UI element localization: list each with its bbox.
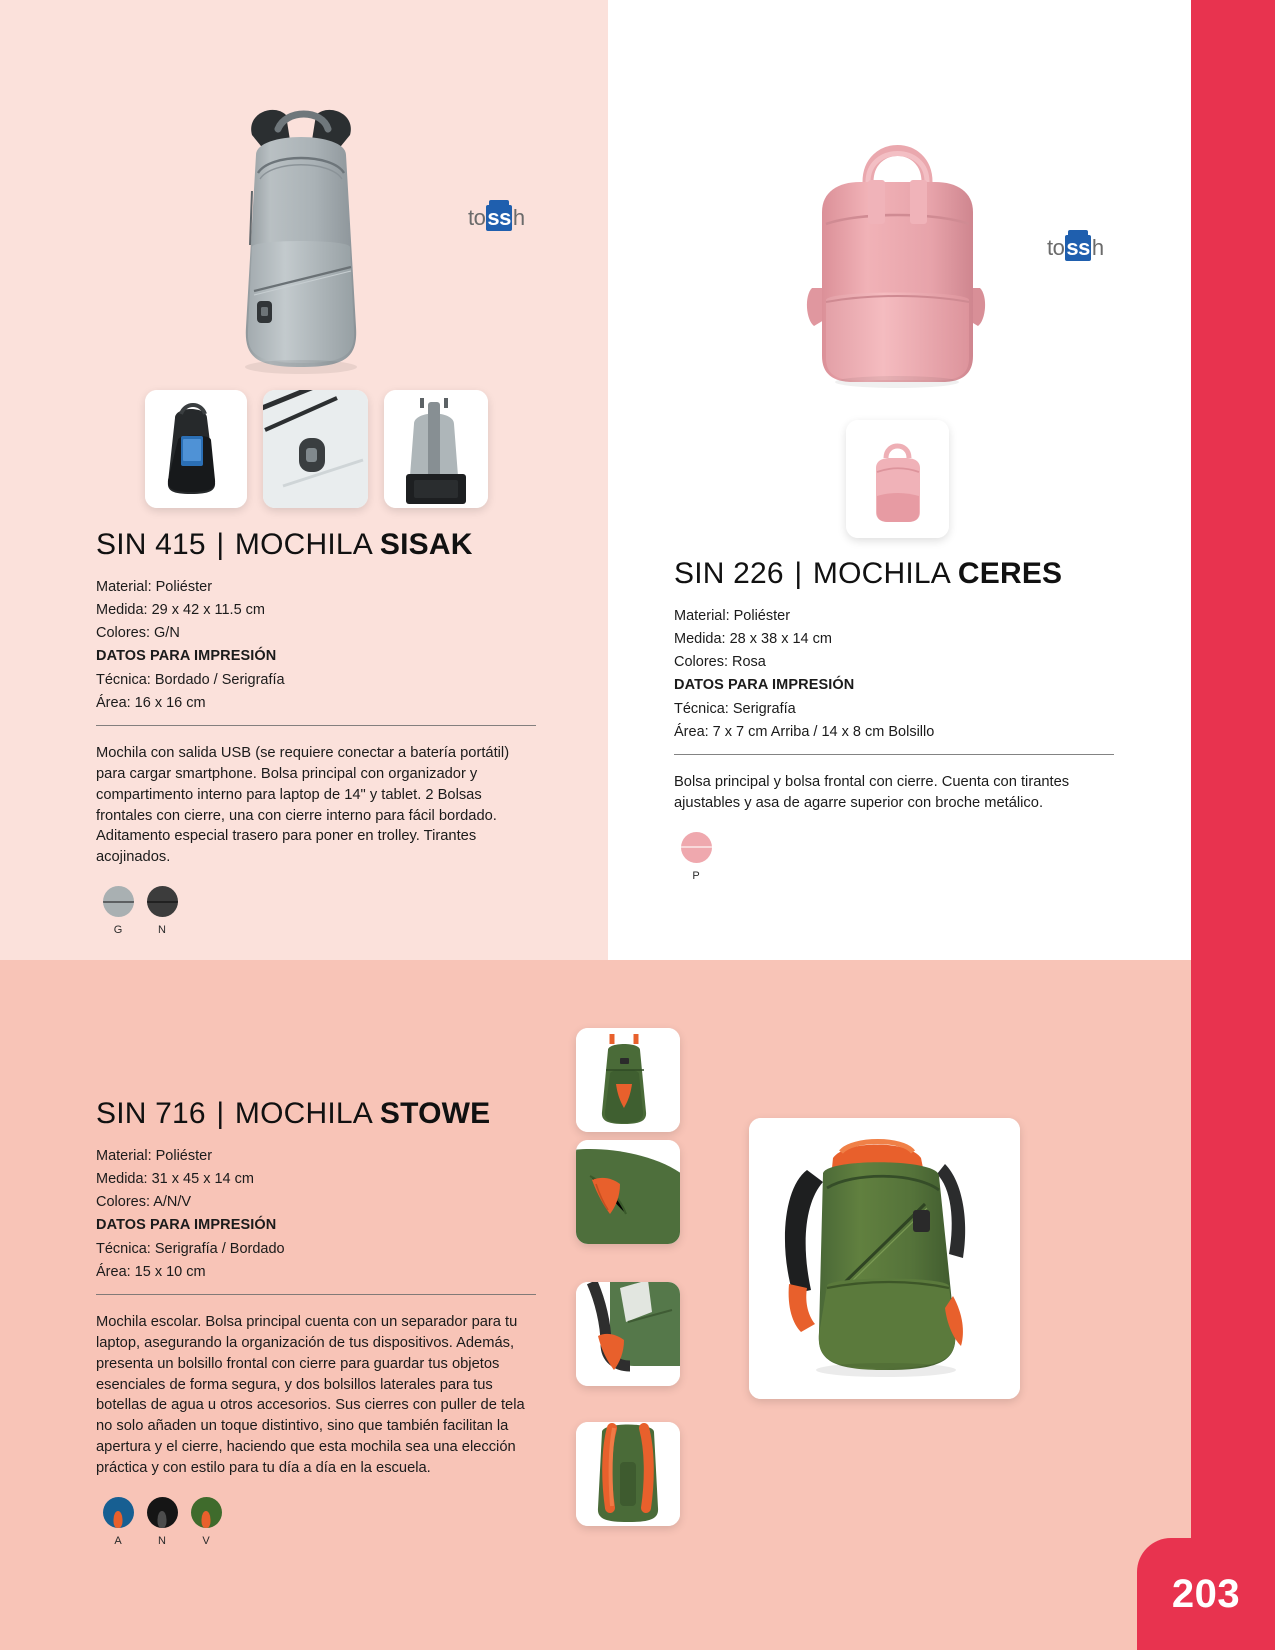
swatch-label: A xyxy=(114,1534,122,1547)
spec-material: Material: Poliéster xyxy=(96,1148,213,1164)
product-thumbnail-sisak-2[interactable] xyxy=(263,390,368,508)
spec-colores: Colores: A/N/V xyxy=(96,1194,192,1211)
brand-logo-text-prefix: to xyxy=(1047,235,1065,260)
product-thumbnail-ceres-1[interactable] xyxy=(846,420,949,538)
section-divider xyxy=(96,1294,536,1295)
brand-logo-ceres xyxy=(1047,235,1104,261)
brand-logo-sisak xyxy=(468,205,525,231)
product-thumbnail-stowe-1[interactable] xyxy=(576,1028,680,1132)
product-sku: SIN 226 xyxy=(674,557,784,590)
color-swatches-sisak xyxy=(96,886,536,936)
product-sku: SIN 716 xyxy=(96,1097,206,1130)
spec-material: Material: Poliéster xyxy=(674,608,791,624)
product-description-ceres: Bolsa principal y bolsa frontal con cierre. Cuenta con tirantes ajustables y asa de agarre superior con broche metálico. xyxy=(674,773,1070,811)
product-category: MOCHILA xyxy=(812,557,950,590)
swatch-label: N xyxy=(158,1534,166,1547)
color-swatch-a[interactable] xyxy=(103,1497,134,1528)
product-title-stowe xyxy=(96,1097,536,1130)
swatch-item[interactable] xyxy=(96,1497,140,1547)
spec-area: Área: 15 x 10 cm xyxy=(96,1263,206,1280)
color-swatch-n[interactable] xyxy=(147,1497,178,1528)
product-specs-ceres xyxy=(674,606,1114,743)
brand-logo-text-prefix: to xyxy=(468,205,486,230)
page-number: 203 xyxy=(1171,1571,1241,1616)
swatch-item[interactable] xyxy=(140,886,184,936)
product-name: STOWE xyxy=(379,1097,491,1130)
swatch-label: P xyxy=(692,869,700,882)
product-title-ceres xyxy=(674,557,1114,590)
product-description-sisak: Mochila con salida USB (se requiere conectar a batería portátil) para cargar smartphone. Bolsa principal con organizador y compartimento interno para laptop de 14" y tablet. 2 Bolsas frontales con cierre, una con cierre interno para fácil bordado. Aditamento especial trasero para poner en trolley. Tirantes acojinados. xyxy=(96,744,510,866)
spec-material: Material: Poliéster xyxy=(96,579,213,595)
spec-area: Área: 7 x 7 cm Arriba / 14 x 8 cm Bolsillo xyxy=(674,723,935,740)
swatch-item[interactable] xyxy=(140,1497,184,1547)
product-block-ceres xyxy=(674,557,1114,882)
title-separator: | xyxy=(216,1097,225,1130)
brand-logo-text-highlight: ss xyxy=(487,205,511,230)
product-category: MOCHILA xyxy=(234,1097,372,1130)
product-thumbnail-sisak-1[interactable] xyxy=(145,390,247,508)
spec-medida: Medida: 29 x 42 x 11.5 cm xyxy=(96,602,265,619)
color-swatches-ceres xyxy=(674,832,1114,882)
product-thumbnail-stowe-3[interactable] xyxy=(576,1282,680,1386)
swatch-label: G xyxy=(113,924,123,937)
color-swatch-n[interactable] xyxy=(147,886,178,917)
color-swatch-p[interactable] xyxy=(681,832,712,863)
product-thumbnail-stowe-4[interactable] xyxy=(576,1422,680,1526)
swatch-label: N xyxy=(158,924,166,937)
spec-tecnica: Técnica: Serigrafía / Bordado xyxy=(96,1240,285,1257)
brand-logo-text-suffix: h xyxy=(512,205,525,230)
product-specs-sisak xyxy=(96,577,536,714)
spec-medida: Medida: 31 x 45 x 14 cm xyxy=(96,1171,254,1188)
color-swatches-stowe xyxy=(96,1497,536,1547)
color-swatch-g[interactable] xyxy=(103,886,134,917)
product-title-sisak xyxy=(96,528,536,561)
product-thumbnail-sisak-3[interactable] xyxy=(384,390,488,508)
product-block-sisak xyxy=(96,528,536,936)
spec-colores: Colores: G/N xyxy=(96,625,180,642)
color-swatch-v[interactable] xyxy=(191,1497,222,1528)
swatch-item[interactable] xyxy=(184,1497,228,1547)
print-data-heading: DATOS PARA IMPRESIÓN xyxy=(96,1217,277,1234)
page-number-badge xyxy=(1137,1538,1275,1650)
swatch-item[interactable] xyxy=(674,832,718,882)
right-edge-accent-stripe xyxy=(1191,0,1275,1650)
print-data-heading: DATOS PARA IMPRESIÓN xyxy=(96,648,277,665)
product-specs-stowe xyxy=(96,1146,536,1283)
spec-tecnica: Técnica: Bordado / Serigrafía xyxy=(96,671,285,688)
product-image-sisak-main xyxy=(200,95,450,385)
brand-logo-text-highlight: ss xyxy=(1066,235,1090,260)
product-block-stowe xyxy=(96,1097,536,1547)
title-separator: | xyxy=(794,557,803,590)
spec-area: Área: 16 x 16 cm xyxy=(96,694,206,711)
product-name: SISAK xyxy=(379,528,473,561)
title-separator: | xyxy=(216,528,225,561)
product-category: MOCHILA xyxy=(234,528,372,561)
swatch-label: V xyxy=(202,1534,210,1547)
brand-logo-text-suffix: h xyxy=(1091,235,1104,260)
swatch-item[interactable] xyxy=(96,886,140,936)
spec-medida: Medida: 28 x 38 x 14 cm xyxy=(674,631,832,648)
product-description-stowe: Mochila escolar. Bolsa principal cuenta con un separador para tu laptop, asegurando la organización de tus dispositivos. Además, presenta un bolsillo frontal con cierre para guardar tus objetos esenciales de forma segura, y dos bolsillos laterales para tus botellas de agua u otros accesorios. Sus cierres con puller de tela no solo añaden un toque distintivo, sino que también facilitan la apertura y el cierre, haciendo que esta mochila sea una elección práctica y con estilo para tu día a día en la escuela. xyxy=(96,1313,525,1477)
product-image-stowe-main xyxy=(749,1118,1020,1399)
product-sku: SIN 415 xyxy=(96,528,206,561)
product-thumbnail-stowe-2[interactable] xyxy=(576,1140,680,1244)
spec-tecnica: Técnica: Serigrafía xyxy=(674,700,796,717)
section-divider xyxy=(96,725,536,726)
spec-colores: Colores: Rosa xyxy=(674,654,766,671)
product-name: CERES xyxy=(957,557,1063,590)
section-divider xyxy=(674,754,1114,755)
product-image-ceres-main xyxy=(790,120,1005,405)
print-data-heading: DATOS PARA IMPRESIÓN xyxy=(674,677,855,694)
